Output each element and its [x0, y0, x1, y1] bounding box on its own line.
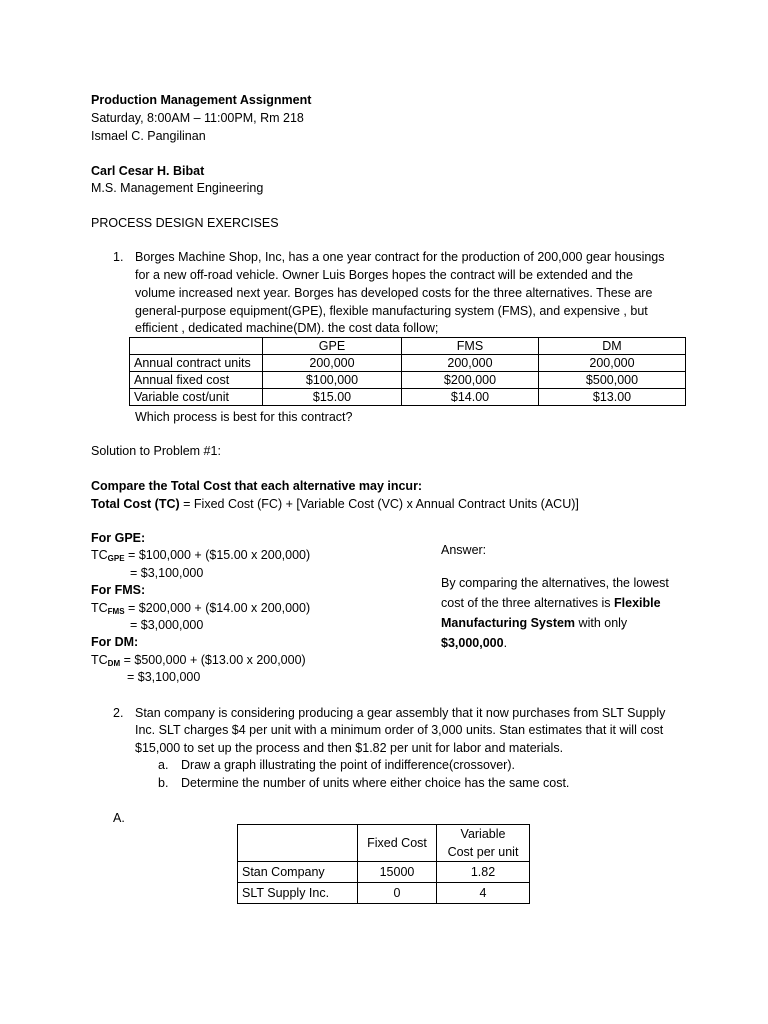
table-cell: SLT Supply Inc. [238, 883, 358, 904]
solution1-compare: Compare the Total Cost that each alternative may incur: [91, 479, 423, 493]
table-cell: $500,000 [539, 372, 686, 389]
tc-subscript: FMS [107, 607, 125, 616]
fms-result: = $3,000,000 [130, 618, 204, 632]
answer-mid: with only [575, 616, 628, 630]
problem1-question: Which process is best for this contract? [135, 410, 353, 424]
answer-end: . [503, 636, 508, 650]
subitem-b-text: Determine the number of units where either choice has the same cost. [181, 776, 570, 790]
tc-symbol: TC [91, 601, 108, 615]
table-cell: 200,000 [263, 355, 402, 372]
table-cell: Variable cost/unit [130, 389, 263, 406]
problem2-number: 2. [113, 706, 124, 720]
cost-data-table [129, 337, 686, 406]
problem2-line: Stan company is considering producing a gear assembly that it now purchases from SLT Supply [135, 706, 666, 720]
subitem-a-text: Draw a graph illustrating the point of indifference(crossover). [181, 758, 515, 772]
gpe-result: = $3,100,000 [130, 566, 204, 580]
equation-rhs: = $200,000 + ($14.00 x 200,000) [124, 601, 311, 615]
table-cell: 15000 [358, 862, 437, 883]
table-cell [238, 825, 358, 862]
answer-amount: $3,000,000 [441, 636, 504, 650]
table-header-cell: FMS [402, 338, 539, 355]
equation-rhs: = $500,000 + ($13.00 x 200,000) [120, 653, 306, 667]
table-header-cell: Fixed Cost [358, 825, 437, 862]
table-cell: 4 [437, 883, 530, 904]
header-line: Variable [460, 827, 506, 841]
table-row [130, 355, 686, 372]
total-cost-formula [91, 496, 579, 513]
table-cell: 200,000 [539, 355, 686, 372]
table-cell: $15.00 [263, 389, 402, 406]
gpe-equation [91, 547, 310, 567]
problem1-line: Borges Machine Shop, Inc, has a one year contract for the production of 200,000 gear housings [135, 250, 665, 264]
part-a-label: A. [113, 811, 125, 825]
table-row [130, 372, 686, 389]
section-title: PROCESS DESIGN EXERCISES [91, 216, 279, 230]
problem1-line: general-purpose equipment(GPE), flexible manufacturing system (FMS), and expensive , but [135, 304, 648, 318]
cost-comparison-table [237, 824, 530, 904]
tc-subscript: DM [107, 659, 121, 668]
problem1-line: efficient , dedicated machine(DM). the cost data follow; [135, 321, 439, 335]
table-cell: Stan Company [238, 862, 358, 883]
table-row [238, 883, 530, 904]
table-cell [130, 338, 263, 355]
dm-label: For DM: [91, 635, 139, 649]
tc-symbol: TC [91, 548, 108, 562]
formula-rest: = Fixed Cost (FC) + [Variable Cost (VC) x Annual Contract Units (ACU)] [179, 497, 579, 511]
formula-term: Total Cost (TC) [91, 497, 180, 511]
solution1-title: Solution to Problem #1: [91, 444, 221, 458]
table-header-row [238, 825, 530, 862]
tc-subscript: GPE [107, 554, 125, 563]
problem2-line: Inc. SLT charges $4 per unit with a minimum order of 3,000 units. Stan estimates that it will cost [135, 723, 664, 737]
tc-symbol: TC [91, 653, 108, 667]
table-cell: $100,000 [263, 372, 402, 389]
answer-label: Answer: [441, 543, 487, 557]
table-cell: $13.00 [539, 389, 686, 406]
answer-choice: Flexible Manufacturing System [441, 596, 661, 630]
table-cell: $14.00 [402, 389, 539, 406]
header-line: Cost per unit [447, 845, 519, 859]
program-name: M.S. Management Engineering [91, 181, 264, 195]
instructor-name: Ismael C. Pangilinan [91, 129, 206, 143]
table-row [130, 389, 686, 406]
schedule-line: Saturday, 8:00AM – 11:00PM, Rm 218 [91, 111, 304, 125]
subitem-b-label: b. [158, 776, 169, 790]
table-header-row [130, 338, 686, 355]
table-cell: $200,000 [402, 372, 539, 389]
assignment-title: Production Management Assignment [91, 93, 312, 107]
problem1-number: 1. [113, 250, 124, 264]
problem1-line: volume increased next year. Borges has developed costs for the three alternatives. These are [135, 286, 653, 300]
problem2-line: $15,000 to set up the process and then $1.82 per unit for labor and materials. [135, 741, 564, 755]
table-cell: Annual fixed cost [130, 372, 263, 389]
table-header-cell: DM [539, 338, 686, 355]
table-cell: 0 [358, 883, 437, 904]
gpe-label: For GPE: [91, 531, 146, 545]
answer-intro: By comparing the alternatives, the lowest cost of the three alternatives is [441, 576, 669, 610]
table-row [238, 862, 530, 883]
table-header-cell [437, 825, 530, 862]
answer-text [441, 573, 681, 653]
table-header-cell: GPE [263, 338, 402, 355]
table-cell: 200,000 [402, 355, 539, 372]
fms-label: For FMS: [91, 583, 146, 597]
subitem-a-label: a. [158, 758, 169, 772]
equation-rhs: = $100,000 + ($15.00 x 200,000) [124, 548, 311, 562]
problem1-line: for a new off-road vehicle. Owner Luis Borges hopes the contract will be extended and the [135, 268, 633, 282]
table-cell: 1.82 [437, 862, 530, 883]
dm-result: = $3,100,000 [127, 670, 201, 684]
student-name: Carl Cesar H. Bibat [91, 164, 205, 178]
table-cell: Annual contract units [130, 355, 263, 372]
